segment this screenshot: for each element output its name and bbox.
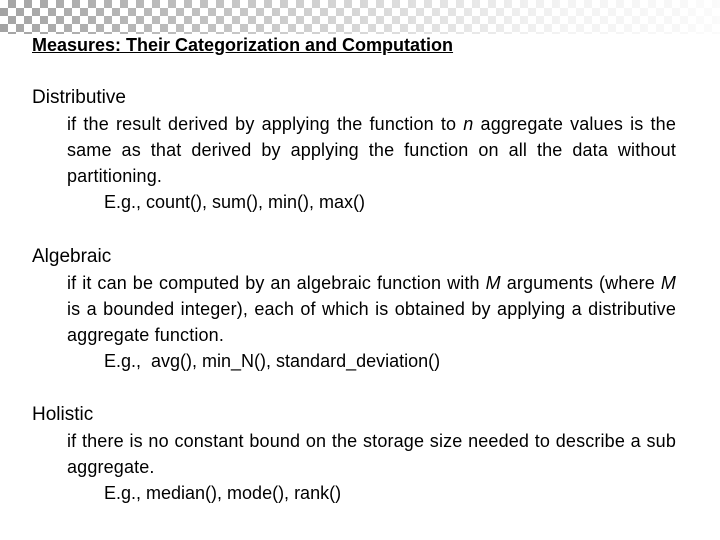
section-heading: Holistic <box>32 404 94 425</box>
section-example: E.g., avg(), min_N(), standard_deviation() <box>104 351 441 371</box>
section-heading: Algebraic <box>32 246 112 267</box>
section-heading: Distributive <box>32 87 126 108</box>
section-description: if there is no constant bound on the storage size needed to describe a sub aggregate. <box>67 431 676 477</box>
section-description: if the result derived by applying the function to n aggregate values is the same as that derived by applying the function on all the data without partitioning. <box>67 114 676 186</box>
section-example: E.g., median(), mode(), rank() <box>104 483 342 503</box>
checkered-header-decoration <box>0 0 720 34</box>
slide-title: Measures: Their Categorization and Computation <box>32 35 454 55</box>
section-description: if it can be computed by an algebraic function with M arguments (where M is a bounded integer), each of which is obtained by applying a distributive aggregate function. <box>67 273 676 345</box>
section-example: E.g., count(), sum(), min(), max() <box>104 192 366 212</box>
